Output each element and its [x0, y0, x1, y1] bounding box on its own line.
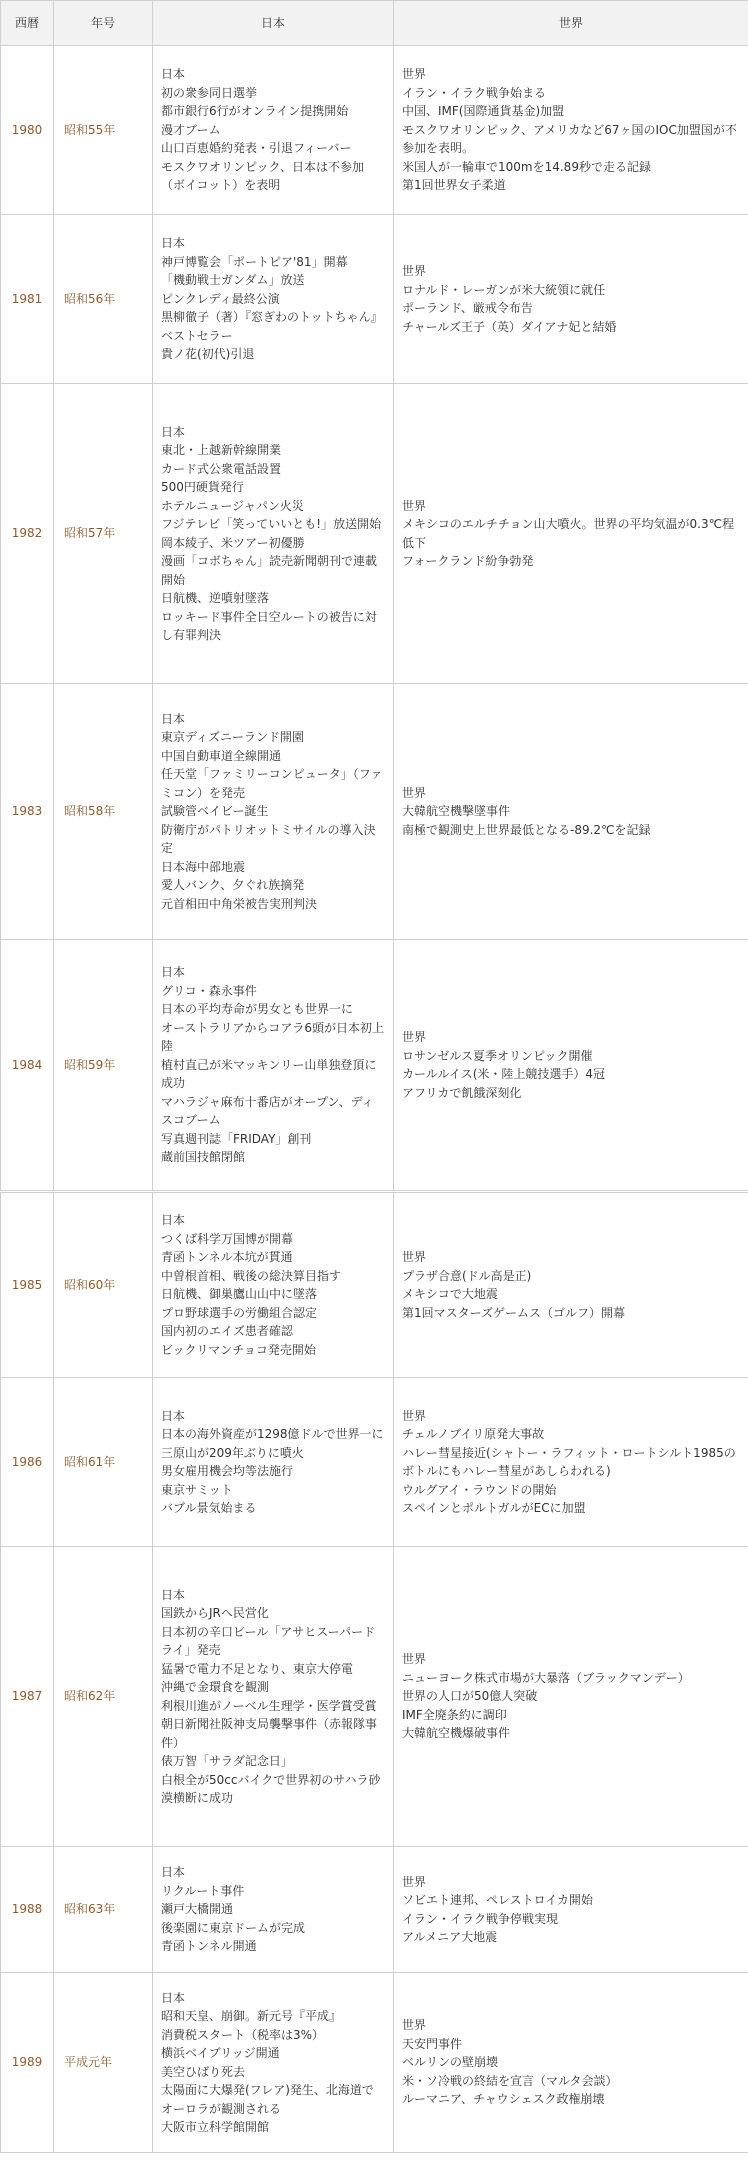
japan-event-line: ロッキード事件全日空ルートの被告に対し有罪判決	[161, 609, 377, 642]
japan-event-line: 日本	[161, 236, 186, 251]
japan-event-line: 山口百恵婚約発表・引退フィーバー	[161, 141, 352, 156]
japan-event-line: 日本	[161, 965, 186, 980]
world-event-line: 米国人が一輪車で100mを14.89秒で走る記録	[402, 159, 651, 174]
japan-event-line: 国内初のエイズ患者確認	[161, 1324, 293, 1338]
japan-events-cell	[153, 1847, 394, 1973]
japan-event-line: 日本の平均寿命が男女とも世界一に	[161, 1002, 354, 1017]
japan-event-line: 漫才ブーム	[161, 122, 221, 137]
year-cell: 1989	[1, 1973, 54, 2153]
world-event-line: IMF全廃条約に調印	[402, 1707, 507, 1722]
world-event-line: 第1回世界女子柔道	[402, 178, 506, 193]
japan-event-line: 500円硬貨発行	[161, 480, 244, 494]
world-event-line: 天安門事件	[402, 2036, 463, 2051]
year-cell: 1981	[1, 215, 54, 384]
japan-event-line: バブル景気始まる	[161, 1501, 257, 1515]
japan-event-line: 蔵前国技館閉館	[161, 1150, 246, 1165]
world-event-line: 世界	[402, 2018, 427, 2033]
japan-event-line: 日本	[161, 711, 186, 726]
world-event-line: アフリカで飢餓深刻化	[402, 1085, 522, 1100]
japan-event-line: 消費税スタート（税率は3%）	[161, 2027, 325, 2042]
world-event-line: 世界	[402, 1874, 427, 1889]
japan-event-line: 日本	[161, 1213, 186, 1227]
world-event-line: プラザ合意(ドル高是正)	[402, 1268, 532, 1283]
japan-events-cell	[153, 46, 394, 215]
world-event-line: 世界	[402, 1652, 427, 1667]
world-events-cell	[394, 940, 748, 1192]
world-events-cell	[394, 1847, 748, 1973]
year-cell: 1988	[1, 1847, 54, 1973]
world-event-line: メキシコのエルチチョン山大噴火。世界の平均気温が0.3℃程低下	[402, 517, 735, 550]
year-cell: 1980	[1, 46, 54, 215]
japan-event-line: 日本	[161, 1587, 186, 1602]
japan-event-line: 日本	[161, 424, 186, 439]
japan-event-line: 日本海中部地震	[161, 859, 246, 874]
table-row	[1, 1378, 748, 1547]
world-event-line: 世界	[402, 498, 427, 513]
japan-events-cell	[153, 1547, 394, 1847]
world-event-line: ベルリンの壁崩壊	[402, 2055, 499, 2070]
japan-event-line: 三原山が209年ぶりに噴火	[161, 1445, 304, 1460]
table-row	[1, 46, 748, 215]
japan-event-line: 男女雇用機会均等法施行	[161, 1464, 294, 1478]
header-world: 世界	[394, 1, 748, 46]
table-row	[1, 1847, 748, 1973]
japan-event-line: 任天堂「ファミリーコンピュータ」（ファミコン）を発売	[161, 767, 383, 800]
era-cell: 昭和55年	[54, 46, 153, 215]
world-event-line: スペインとポルトガルがECに加盟	[402, 1501, 586, 1515]
era-cell: 昭和62年	[54, 1547, 153, 1847]
table-row	[1, 215, 748, 384]
japan-event-line: オーストラリアからコアラ6頭が日本初上陸	[161, 1020, 385, 1054]
world-event-line: チェルノブイリ原発大事故	[402, 1427, 545, 1441]
year-cell: 1985	[1, 1192, 54, 1378]
japan-event-line: つくば科学万国博が開幕	[161, 1231, 294, 1246]
japan-event-line: 愛人バンク、夕ぐれ族摘発	[161, 878, 305, 893]
japan-event-line: 漫画「コボちゃん」読売新聞朝刊で連載開始	[161, 554, 378, 587]
japan-event-line: ピンクレディ最終公演	[161, 291, 280, 306]
header-nengo: 年号	[54, 1, 153, 46]
japan-events-cell	[153, 1378, 394, 1547]
era-cell: 昭和56年	[54, 215, 153, 384]
japan-event-line: 白根全が50ccバイクで世界初のサハラ砂漠横断に成功	[161, 1772, 381, 1805]
japan-events-cell	[153, 215, 394, 384]
header-row	[1, 1, 748, 46]
japan-event-line: 試験管ベイビー誕生	[161, 804, 269, 819]
japan-event-line: 朝日新聞社阪神支局襲撃事件（赤報隊事件）	[161, 1717, 378, 1750]
japan-event-line: 昭和天皇、崩御。新元号『平成』	[161, 2009, 342, 2023]
world-event-line: 第1回マスターズゲームス（ゴルフ）開幕	[402, 1305, 626, 1320]
world-events-cell	[394, 384, 748, 684]
japan-event-line: 日本	[161, 67, 186, 82]
japan-event-line: 防衛庁がパトリオットミサイルの導入決定	[161, 822, 376, 856]
world-event-line: 南極で観測史上世界最低となる-89.2℃を記録	[402, 822, 651, 837]
world-event-line: 世界	[402, 1250, 427, 1264]
japan-event-line: 中曽根首相、戦後の総決算目指す	[161, 1268, 342, 1283]
era-cell: 昭和59年	[54, 940, 153, 1192]
japan-events-cell	[153, 1192, 394, 1378]
year-cell: 1987	[1, 1547, 54, 1847]
world-events-cell	[394, 1192, 748, 1378]
world-event-line: 米・ソ冷戦の終結を宣言（マルタ会談）	[402, 2073, 618, 2088]
japan-event-line: 青函トンネル本坑が貫通	[161, 1250, 293, 1264]
world-events-cell	[394, 684, 748, 940]
japan-event-line: 日航機、御巣鷹山山中に墜落	[161, 1287, 318, 1301]
world-event-line: ロサンゼルス夏季オリンピック開催	[402, 1048, 593, 1063]
japan-event-line: 太陽面に大爆発(フレア)発生、北海道でオーロラが観測される	[161, 2083, 374, 2116]
japan-event-line: 日航機、逆噴射墜落	[161, 591, 270, 605]
year-cell: 1982	[1, 384, 54, 684]
world-events-cell	[394, 1378, 748, 1547]
table-row	[1, 684, 748, 940]
world-event-line: ソビエト連邦、ペレストロイカ開始	[402, 1893, 593, 1907]
japan-events-cell	[153, 384, 394, 684]
era-cell: 昭和60年	[54, 1192, 153, 1378]
table-row	[1, 1192, 748, 1378]
table-row	[1, 1547, 748, 1847]
table-row	[1, 940, 748, 1192]
japan-event-line: 黒柳徹子（著）『窓ぎわのトットちゃん』ベストセラー	[161, 310, 383, 343]
japan-event-line: 美空ひばり死去	[161, 2064, 246, 2079]
world-event-line: ポーランド、厳戒令布告	[402, 301, 533, 315]
era-cell: 昭和57年	[54, 384, 153, 684]
japan-event-line: ビックリマンチョコ発売開始	[161, 1342, 316, 1357]
year-cell: 1983	[1, 684, 54, 940]
world-event-line: モスクワオリンピック、アメリカなど67ヶ国のIOC加盟国が不参加を表明。	[402, 122, 737, 156]
world-events-cell	[394, 1547, 748, 1847]
japan-events-cell	[153, 940, 394, 1192]
world-event-line: 大韓航空機撃墜事件	[402, 804, 511, 819]
header-seireki: 西暦	[1, 1, 54, 46]
world-events-cell	[394, 1973, 748, 2153]
japan-event-line: 「機動戦士ガンダム」放送	[161, 273, 305, 288]
japan-event-line: 神戸博覧会「ポートピア'81」開幕	[161, 254, 348, 269]
japan-event-line: 沖縄で金環食を観測	[161, 1680, 270, 1694]
japan-event-line: 日本初の辛口ビール「アサヒスーパードライ」発売	[161, 1624, 376, 1657]
japan-event-line: 日本	[161, 1865, 186, 1880]
japan-event-line: 猛暑で電力不足となり、東京大停電	[161, 1661, 354, 1676]
japan-event-line: 東京サミット	[161, 1482, 233, 1497]
table-row	[1, 1973, 748, 2153]
japan-events-cell	[153, 684, 394, 940]
japan-event-line: フジテレビ「笑っていいとも!」放送開始	[161, 517, 382, 531]
japan-event-line: 利根川進がノーベル生理学・医学賞受賞	[161, 1698, 377, 1713]
world-event-line: ウルグアイ・ラウンドの開始	[402, 1482, 557, 1497]
japan-event-line: ホテルニュージャパン火災	[161, 498, 304, 513]
japan-event-line: 国鉄からJRへ民営化	[161, 1606, 269, 1620]
japan-event-line: 横浜ベイブリッジ開通	[161, 2046, 280, 2060]
japan-event-line: 元首相田中角栄被告実刑判決	[161, 896, 318, 911]
world-event-line: フォークランド紛争勃発	[402, 554, 534, 568]
japan-event-line: 写真週刊誌「FRIDAY」創刊	[161, 1131, 312, 1146]
japan-event-line: 植村直己が米マッキンリー山単独登頂に成功	[161, 1057, 377, 1091]
world-event-line: 世界	[402, 1408, 427, 1423]
world-event-line: ロナルド・レーガンが米大統領に就任	[402, 282, 606, 297]
japan-event-line: マハラジャ麻布十番店がオープン、ディスコブーム	[161, 1094, 374, 1128]
world-event-line: 世界	[402, 785, 427, 800]
era-cell: 平成元年	[54, 1973, 153, 2153]
japan-event-line: 都市銀行6行がオンライン提携開始	[161, 104, 349, 119]
world-event-line: 世界	[402, 67, 427, 82]
japan-event-line: 貴ノ花(初代)引退	[161, 347, 255, 362]
japan-event-line: 岡本綾子、米ツアー初優勝	[161, 535, 305, 550]
japan-event-line: 日本	[161, 1408, 186, 1423]
header-japan: 日本	[153, 1, 394, 46]
japan-event-line: プロ野球選手の労働組合認定	[161, 1305, 318, 1320]
world-event-line: チャールズ王子（英）ダイアナ妃と結婚	[402, 319, 617, 334]
japan-events-cell	[153, 1973, 394, 2153]
japan-event-line: 青函トンネル開通	[161, 1939, 257, 1954]
japan-event-line: モスクワオリンピック、日本は不参加（ボイコット）を表明	[161, 159, 365, 193]
world-event-line: ハレー彗星接近(シャトー・ラフィット・ロートシルト1985のボトルにもハレー彗星があしらわれる)	[402, 1445, 736, 1478]
year-cell: 1986	[1, 1378, 54, 1547]
world-event-line: イラン・イラク戦争停戦実現	[402, 1911, 559, 1926]
japan-event-line: 大阪市立科学館開館	[161, 2120, 270, 2134]
world-event-line: ルーマニア、チャウシェスク政権崩壊	[402, 2092, 605, 2107]
japan-event-line: 後楽園に東京ドームが完成	[161, 1920, 306, 1935]
world-event-line: イラン・イラク戦争始まる	[402, 85, 547, 100]
japan-event-line: 瀬戸大橋開通	[161, 1902, 234, 1917]
japan-event-line: 東京ディズニーランド開園	[161, 730, 305, 745]
year-cell: 1984	[1, 940, 54, 1192]
world-event-line: 中国、IMF(国際通貨基金)加盟	[402, 104, 565, 119]
japan-event-line: グリコ・森永事件	[161, 983, 257, 998]
world-event-line: 大韓航空機爆破事件	[402, 1726, 511, 1741]
japan-event-line: 東北・上越新幹線開業	[161, 443, 282, 457]
world-event-line: アルメニア大地震	[402, 1930, 498, 1944]
era-cell: 昭和63年	[54, 1847, 153, 1973]
era-cell: 昭和61年	[54, 1378, 153, 1547]
japan-event-line: 初の衆参同日選挙	[161, 85, 258, 100]
japan-event-line: 日本の海外資産が1298億ドルで世界一に	[161, 1427, 384, 1441]
world-event-line: メキシコで大地震	[402, 1287, 498, 1301]
world-events-cell	[394, 215, 748, 384]
era-cell: 昭和58年	[54, 684, 153, 940]
japan-event-line: 中国自動車道全線開通	[161, 748, 282, 763]
world-event-line: 世界	[402, 1030, 427, 1044]
world-event-line: 世界	[402, 264, 427, 278]
world-event-line: ニューヨーク株式市場が大暴落（ブラックマンデー）	[402, 1670, 690, 1685]
world-events-cell	[394, 46, 748, 215]
world-event-line: カールルイス(米・陸上競技選手）4冠	[402, 1067, 606, 1081]
world-event-line: 世界の人口が50億人突破	[402, 1689, 538, 1704]
table-row	[1, 384, 748, 684]
japan-event-line: 日本	[161, 1990, 186, 2005]
japan-event-line: リクルート事件	[161, 1883, 245, 1898]
japan-event-line: 俵万智「サラダ記念日」	[161, 1754, 293, 1768]
japan-event-line: カード式公衆電話設置	[161, 461, 282, 476]
